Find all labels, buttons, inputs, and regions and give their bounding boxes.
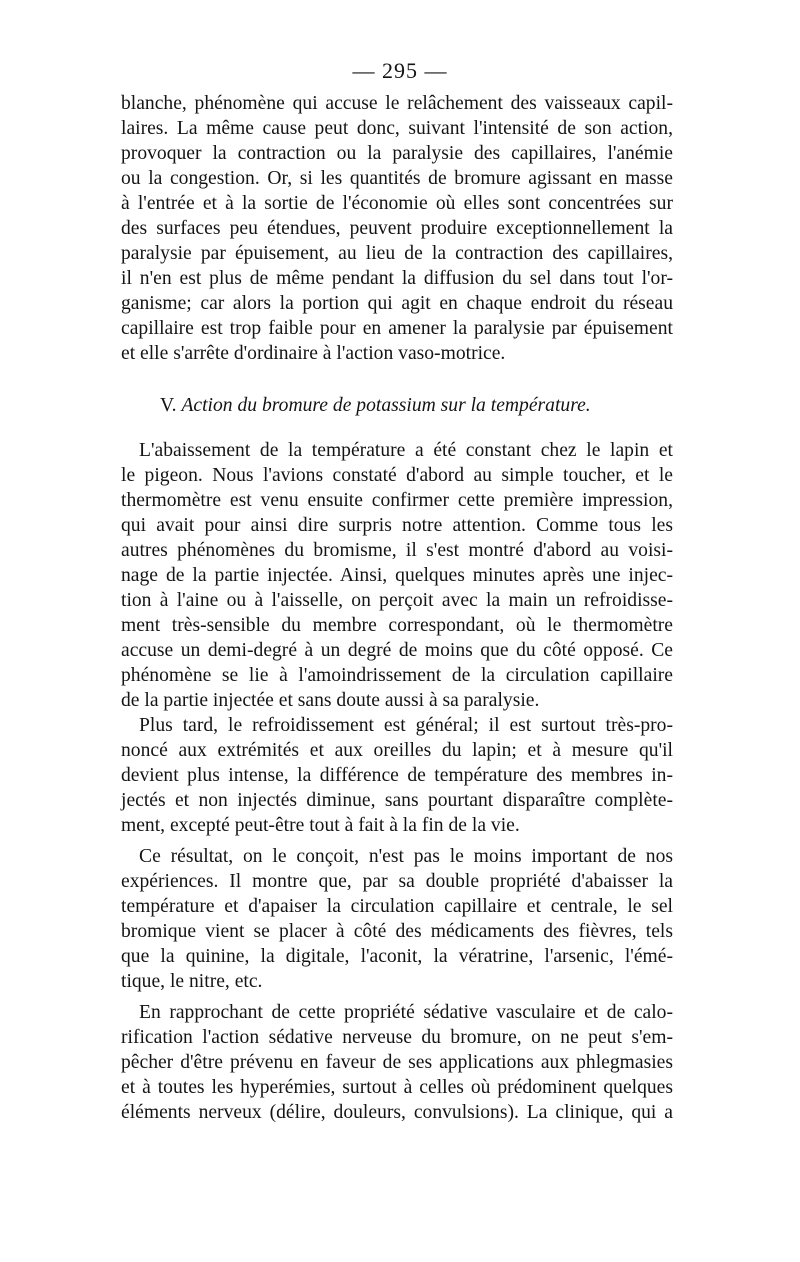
text-line: Plus tard, le refroidissement est général; il est surtout très-pro- bbox=[139, 715, 673, 736]
text-line: que la quinine, la digitale, l'aconit, la vératrine, l'arsenic, l'émé- bbox=[121, 946, 673, 967]
text-line: devient plus intense, la différence de température des membres in- bbox=[121, 765, 673, 786]
text-line: et à toutes les hyperémies, surtout à celles où prédominent quelques bbox=[121, 1077, 673, 1098]
text-line: nage de la partie injectée. Ainsi, quelques minutes après une injec- bbox=[121, 565, 673, 586]
text-line: de la partie injectée et sans doute aussi à sa paralysie. bbox=[121, 690, 540, 711]
text-line: paralysie par épuisement, au lieu de la contraction des capillaires, bbox=[121, 243, 673, 264]
text-line: rification l'action sédative nerveuse du bromure, on ne peut s'em- bbox=[121, 1027, 673, 1048]
text-line: Ce résultat, on le conçoit, n'est pas le moins important de nos bbox=[139, 846, 673, 867]
text-line: le pigeon. Nous l'avions constaté d'abord au simple toucher, et le bbox=[121, 465, 673, 486]
text-line: à l'entrée et à la sortie de l'économie où elles sont concentrées sur bbox=[121, 193, 673, 214]
text-line: et elle s'arrête d'ordinaire à l'action vaso-motrice. bbox=[121, 343, 506, 364]
text-line: température et d'apaiser la circulation capillaire et centrale, le sel bbox=[121, 896, 673, 917]
text-line: ment très-sensible du membre correspondant, où le thermomètre bbox=[121, 615, 673, 636]
text-line: capillaire est trop faible pour en amener la paralysie par épuisement bbox=[121, 318, 673, 339]
text-line: tique, le nitre, etc. bbox=[121, 971, 263, 992]
section-title: Action du bromure de potassium sur la température. bbox=[181, 395, 591, 416]
section-heading bbox=[160, 394, 680, 418]
text-line: ganisme; car alors la portion qui agit en chaque endroit du réseau bbox=[121, 293, 673, 314]
text-line: provoquer la contraction ou la paralysie des capillaires, l'anémie bbox=[121, 143, 673, 164]
text-line: noncé aux extrémités et aux oreilles du lapin; et à mesure qu'il bbox=[121, 740, 673, 761]
text-line: accuse un demi-degré à un degré de moins que du côté opposé. Ce bbox=[121, 640, 673, 661]
text-line: jectés et non injectés diminue, sans pourtant disparaître complète- bbox=[121, 790, 673, 811]
text-line: tion à l'aine ou à l'aisselle, on perçoit avec la main un refroidisse- bbox=[121, 590, 673, 611]
text-line: thermomètre est venu ensuite confirmer cette première impression, bbox=[121, 490, 673, 511]
text-line: autres phénomènes du bromisme, il s'est montré d'abord au voisi- bbox=[121, 540, 673, 561]
text-line: qui avait pour ainsi dire surpris notre attention. Comme tous les bbox=[121, 515, 673, 536]
section-numeral: V. bbox=[160, 395, 177, 416]
text-line: ou la congestion. Or, si les quantités de bromure agissant en masse bbox=[121, 168, 673, 189]
text-line: expériences. Il montre que, par sa double propriété d'abaisser la bbox=[121, 871, 673, 892]
text-line: bromique vient se placer à côté des médicaments des fièvres, tels bbox=[121, 921, 673, 942]
text-line: laires. La même cause peut donc, suivant l'intensité de son action, bbox=[121, 118, 673, 139]
page-number: — 295 — bbox=[352, 58, 448, 83]
text-line: pêcher d'être prévenu en faveur de ses applications aux phlegmasies bbox=[121, 1052, 673, 1073]
text-line: blanche, phénomène qui accuse le relâchement des vaisseaux capil- bbox=[121, 93, 673, 114]
text-line: phénomène se lie à l'amoindrissement de la circulation capillaire bbox=[121, 665, 673, 686]
text-line: des surfaces peu étendues, peuvent produire exceptionnellement la bbox=[121, 218, 673, 239]
text-line: L'abaissement de la température a été constant chez le lapin et bbox=[139, 440, 673, 461]
text-line: En rapprochant de cette propriété sédative vasculaire et de calo- bbox=[139, 1002, 673, 1023]
text-line: il n'en est plus de même pendant la diffusion du sel dans tout l'or- bbox=[121, 268, 673, 289]
text-line: éléments nerveux (délire, douleurs, convulsions). La clinique, qui a bbox=[121, 1102, 673, 1123]
text-line: ment, excepté peut-être tout à fait à la fin de la vie. bbox=[121, 815, 520, 836]
